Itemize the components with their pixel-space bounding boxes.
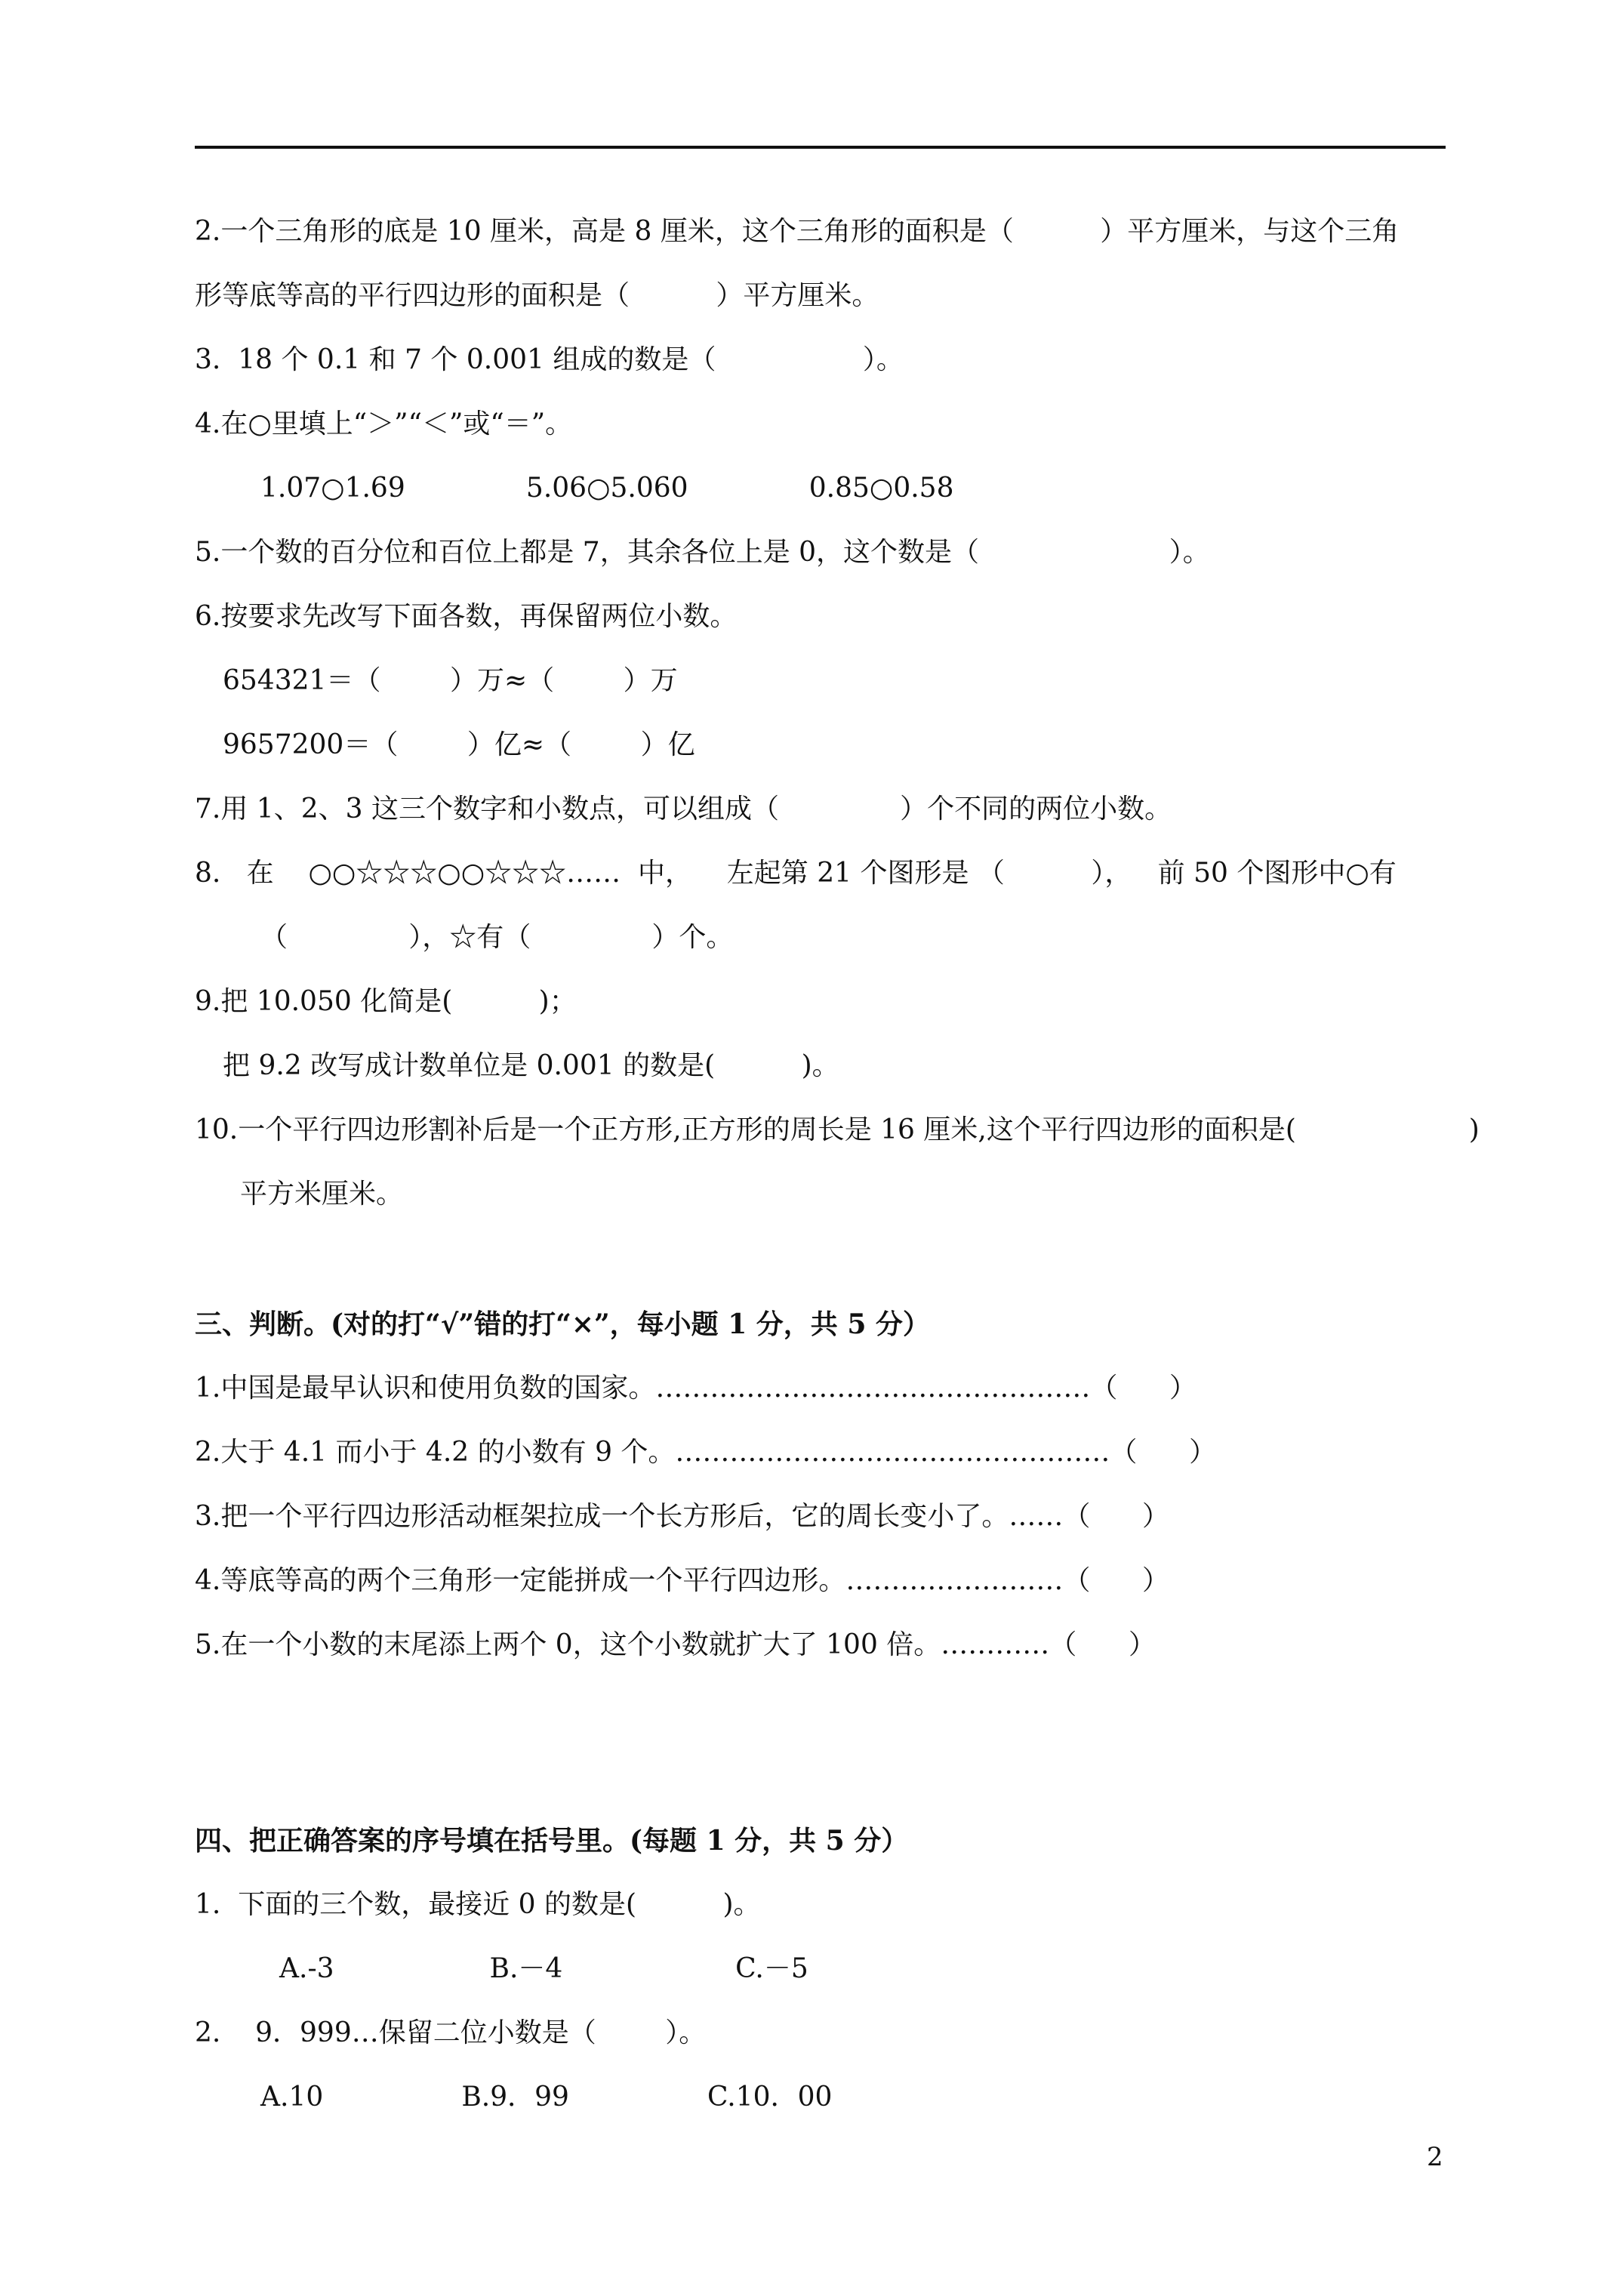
q10-line-2: 平方米厘米。: [240, 1179, 404, 1210]
judge-item-1: 1.中国是最早认识和使用负数的国家。…………………………………………（ ）: [195, 1373, 1197, 1404]
q7-line: 7.用 1、2、3 这三个数字和小数点，可以组成（ ）个不同的两位小数。: [195, 794, 1172, 824]
header-rule: [195, 146, 1446, 149]
choice-q1: 1. 下面的三个数，最接近 0 的数是( )。: [195, 1889, 761, 1920]
q4-compare-items: 1.07○1.69 5.06○5.060 0.85○0.58: [260, 473, 954, 504]
page-number: 2: [1427, 2142, 1443, 2172]
q8-line-2: （ ），☆有（ ）个。: [260, 922, 734, 953]
judge-item-2: 2.大于 4.1 而小于 4.2 的小数有 9 个。…………………………………………（ ）: [195, 1437, 1217, 1468]
judge-item-3: 3.把一个平行四边形活动框架拉成一个长方形后，它的周长变小了。……（ ）: [195, 1501, 1170, 1532]
q4-line: 4.在○里填上“＞”“＜”或“＝”。: [195, 408, 573, 439]
q5-line: 5.一个数的百分位和百位上都是 7，其余各位上是 0，这个数是（ ）。: [195, 537, 1210, 568]
q2-line-2: 形等底等高的平行四边形的面积是（ ）平方厘米。: [195, 280, 879, 311]
q9-line-1: 9.把 10.050 化简是( )；: [195, 986, 577, 1017]
choice-q1-options: A.-3 B.－4 C.－5: [279, 1953, 808, 1984]
choice-q2: 2. 9．999…保留二位小数是（ ）。: [195, 2017, 707, 2048]
q6-line: 6.按要求先改写下面各数，再保留两位小数。: [195, 601, 738, 632]
q6-item-a: 654321＝（ ）万≈（ ）万: [223, 665, 678, 696]
q8-line-1: 8. 在 ○○☆☆☆○○☆☆☆…… 中， 左起第 21 个图形是 （ ）， 前 50 个图形中○有: [195, 858, 1397, 889]
section3-heading: 三、判断。(对的打“√”错的打“×”，每小题 1 分，共 5 分）: [195, 1308, 930, 1340]
choice-q2-options: A.10 B.9．99 C.10．00: [260, 2082, 833, 2113]
q6-item-b: 9657200＝（ ）亿≈（ ）亿: [223, 729, 695, 760]
q2-line-1: 2.一个三角形的底是 10 厘米，高是 8 厘米，这个三角形的面积是（ ）平方厘米，与这个三角: [195, 216, 1400, 247]
judge-item-4: 4.等底等高的两个三角形一定能拼成一个平行四边形。……………………（ ）: [195, 1565, 1170, 1596]
judge-item-5: 5.在一个小数的末尾添上两个 0，这个小数就扩大了 100 倍。…………（ ）: [195, 1629, 1156, 1660]
q3-line: 3. 18 个 0.1 和 7 个 0.001 组成的数是（ ）。: [195, 344, 904, 375]
section4-heading: 四、把正确答案的序号填在括号里。(每题 1 分，共 5 分）: [195, 1825, 909, 1857]
q9-line-2: 把 9.2 改写成计数单位是 0.001 的数是( )。: [223, 1050, 839, 1081]
q10-line-1: 10.一个平行四边形割补后是一个正方形,正方形的周长是 16 厘米,这个平行四边形的面积是( ): [195, 1114, 1480, 1145]
